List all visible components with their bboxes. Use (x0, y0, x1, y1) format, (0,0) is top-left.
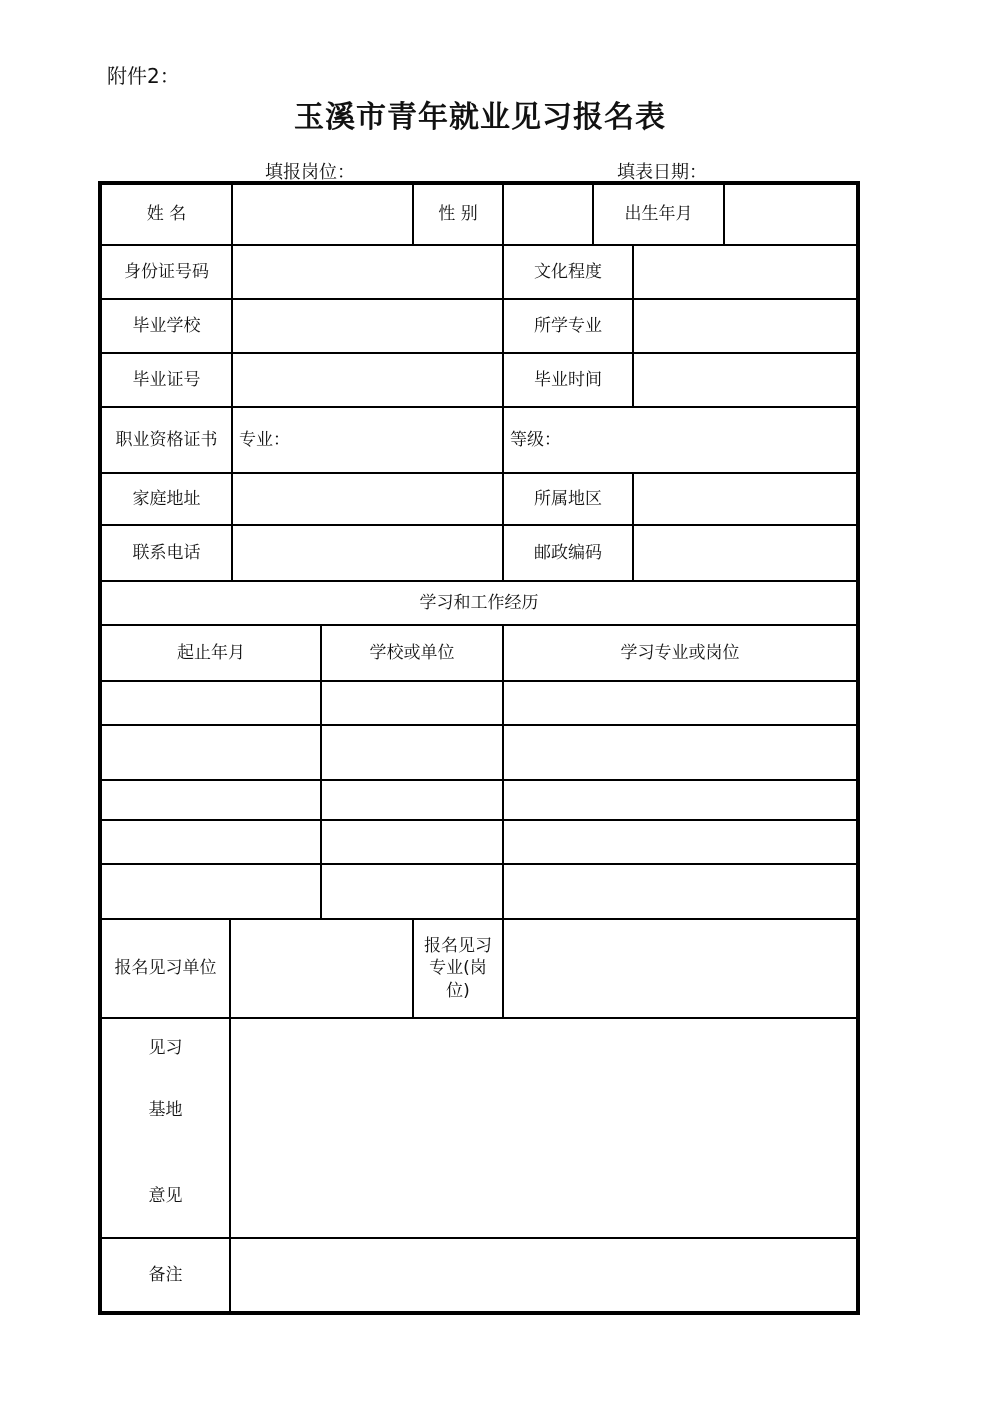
qualification-label: 职业资格证书 (101, 407, 232, 473)
postcode-label: 邮政编码 (503, 525, 633, 581)
history-section-title: 学习和工作经历 (101, 581, 857, 625)
major-field[interactable] (633, 299, 857, 353)
grad-time-label: 毕业时间 (503, 353, 633, 407)
history-header-period: 起止年月 (101, 625, 321, 681)
history-cell[interactable] (503, 725, 857, 780)
id-number-label: 身份证号码 (101, 245, 232, 299)
apply-unit-field[interactable] (230, 919, 413, 1018)
history-cell[interactable] (321, 780, 503, 820)
region-label: 所属地区 (503, 473, 633, 525)
birth-field[interactable] (724, 184, 857, 245)
form-title: 玉溪市青年就业见习报名表 (294, 100, 666, 135)
specialty-field[interactable]: 专业： (232, 407, 503, 473)
remark-field[interactable] (230, 1238, 857, 1312)
history-cell[interactable] (321, 864, 503, 919)
region-field[interactable] (633, 473, 857, 525)
history-cell[interactable] (503, 780, 857, 820)
opinion-field[interactable] (230, 1018, 857, 1238)
grad-time-field[interactable] (633, 353, 857, 407)
school-label: 毕业学校 (101, 299, 232, 353)
history-cell[interactable] (321, 681, 503, 725)
diploma-no-label: 毕业证号 (101, 353, 232, 407)
school-field[interactable] (232, 299, 503, 353)
apply-post-line3: 位) (446, 980, 470, 1001)
grade-field[interactable]: 等级： (503, 407, 857, 473)
education-label: 文化程度 (503, 245, 633, 299)
history-cell[interactable] (101, 820, 321, 864)
id-number-field[interactable] (232, 245, 503, 299)
attachment-label: 附件2： (107, 64, 180, 88)
apply-post-label (413, 919, 503, 1018)
gender-label: 性 别 (413, 184, 503, 245)
address-field[interactable] (232, 473, 503, 525)
history-cell[interactable] (321, 725, 503, 780)
phone-field[interactable] (232, 525, 503, 581)
history-cell[interactable] (503, 864, 857, 919)
history-header-school: 学校或单位 (321, 625, 503, 681)
post-label: 填报岗位： (265, 162, 355, 183)
education-field[interactable] (633, 245, 857, 299)
name-field[interactable] (232, 184, 413, 245)
history-cell[interactable] (503, 681, 857, 725)
history-cell[interactable] (101, 864, 321, 919)
history-header-major: 学习专业或岗位 (503, 625, 857, 681)
address-label: 家庭地址 (101, 473, 232, 525)
opinion-line2: 基地 (148, 1100, 183, 1121)
history-cell[interactable] (321, 820, 503, 864)
opinion-line3: 意见 (148, 1186, 183, 1207)
apply-post-line2: 专业(岗 (429, 958, 487, 979)
opinion-label (101, 1018, 230, 1238)
phone-label: 联系电话 (101, 525, 232, 581)
postcode-field[interactable] (633, 525, 857, 581)
diploma-no-field[interactable] (232, 353, 503, 407)
major-label: 所学专业 (503, 299, 633, 353)
gender-field[interactable] (503, 184, 593, 245)
history-cell[interactable] (503, 820, 857, 864)
history-cell[interactable] (101, 681, 321, 725)
opinion-line1: 见习 (148, 1038, 183, 1058)
history-cell[interactable] (101, 725, 321, 780)
apply-unit-label: 报名见习单位 (101, 919, 230, 1018)
registration-form (98, 181, 860, 1315)
name-label: 姓 名 (101, 184, 232, 245)
apply-post-field[interactable] (503, 919, 857, 1018)
date-label: 填表日期： (617, 162, 707, 183)
apply-post-line1: 报名见习 (424, 936, 492, 957)
birth-label: 出生年月 (593, 184, 724, 245)
remark-label: 备注 (101, 1238, 230, 1312)
history-cell[interactable] (101, 780, 321, 820)
